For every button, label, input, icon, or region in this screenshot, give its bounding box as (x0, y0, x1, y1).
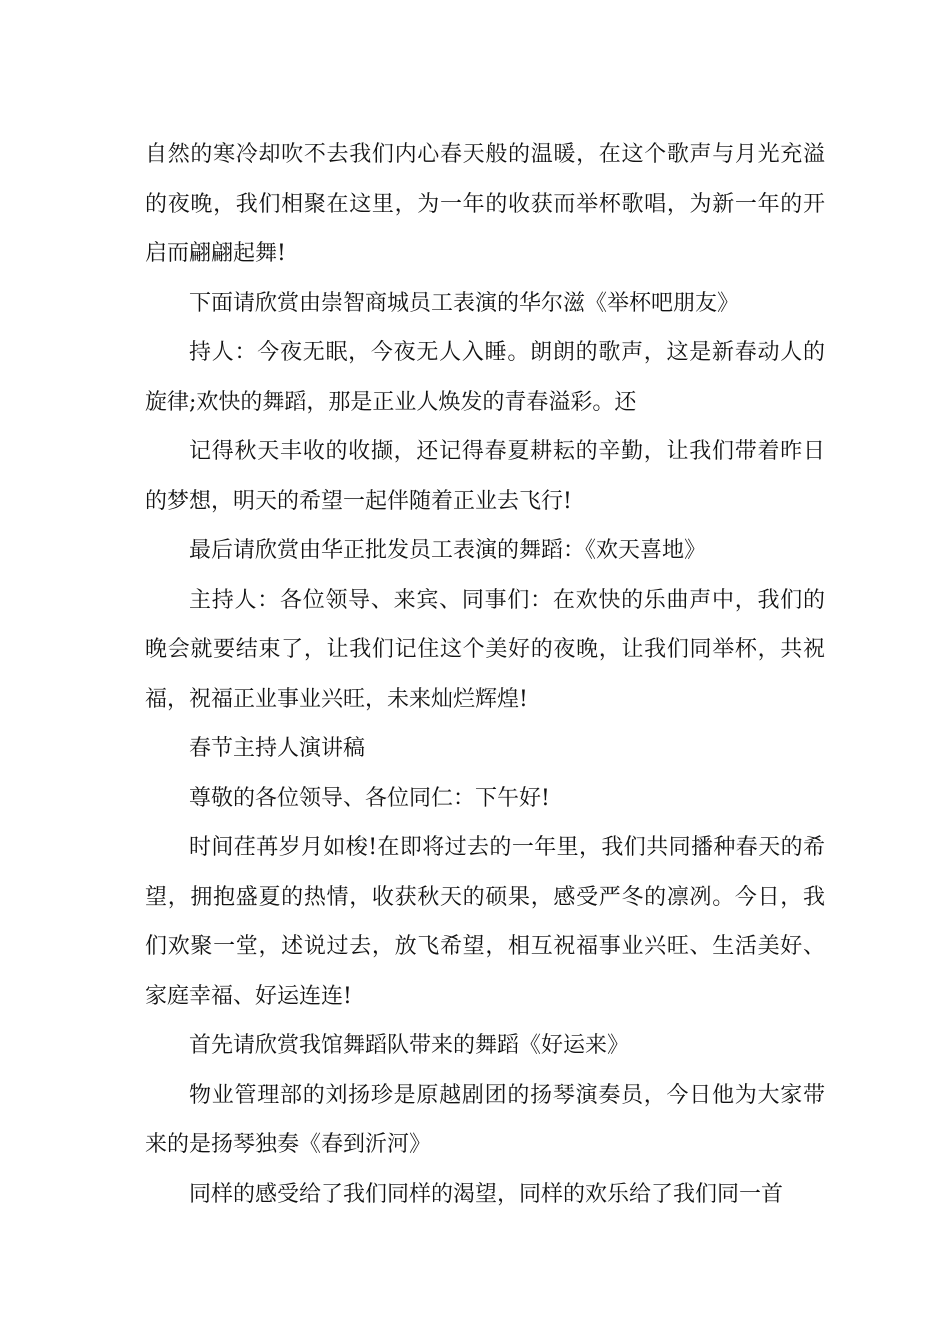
paragraph-yangqin-solo: 物业管理部的刘扬珍是原越剧团的扬琴演奏员，今日他为大家带来的是扬琴独奏《春到沂河》 (145, 1082, 825, 1157)
paragraph-closing-host: 主持人：各位领导、来宾、同事们：在欢快的乐曲声中，我们的晚会就要结束了，让我们记住这个美好的夜晚，让我们同举杯，共祝福，祝福正业事业兴旺，未来灿烂辉煌! (145, 587, 825, 712)
paragraph-good-luck-dance: 首先请欣赏我馆舞蹈队带来的舞蹈《好运来》 (189, 1033, 630, 1058)
paragraph-remember-autumn: 记得秋天丰收的收撷，还记得春夏耕耘的辛勤，让我们带着昨日的梦想，明天的希望一起伴随着正业去飞行! (145, 439, 825, 514)
paragraph-waltz-program: 下面请欣赏由崇智商城员工表演的华尔滋《举杯吧朋友》 (189, 290, 740, 316)
paragraph-host-tonight: 持人：今夜无眠，今夜无人入睡。朗朗的歌声，这是新春动人的旋律;欢快的舞蹈，那是正业人焕发的青春溢彩。还 (145, 340, 825, 415)
document-body (145, 130, 825, 1219)
paragraph-same-feeling: 同样的感受给了我们同样的渴望，同样的欢乐给了我们同一首 (189, 1181, 784, 1207)
paragraph-final-dance: 最后请欣赏由华正批发员工表演的舞蹈：《欢天喜地》 (189, 538, 707, 563)
paragraph-greeting: 尊敬的各位领导、各位同仁：下午好! (189, 785, 550, 811)
paragraph-time-flies: 时间荏苒岁月如梭!在即将过去的一年里，我们共同播种春天的希望，拥抱盛夏的热情，收获秋天的硕果，感受严冬的凛冽。今日，我们欢聚一堂，述说过去，放飞希望，相互祝福事业兴旺、生活美好、家庭幸福、好运连连! (145, 835, 825, 1009)
paragraph-opening-continuation: 自然的寒冷却吹不去我们内心春天般的温暖，在这个歌声与月光充溢的夜晚，我们相聚在这里，为一年的收获而举杯歌唱，为新一年的开启而翩翩起舞! (145, 142, 825, 266)
section-heading: 春节主持人演讲稿 (189, 736, 366, 761)
